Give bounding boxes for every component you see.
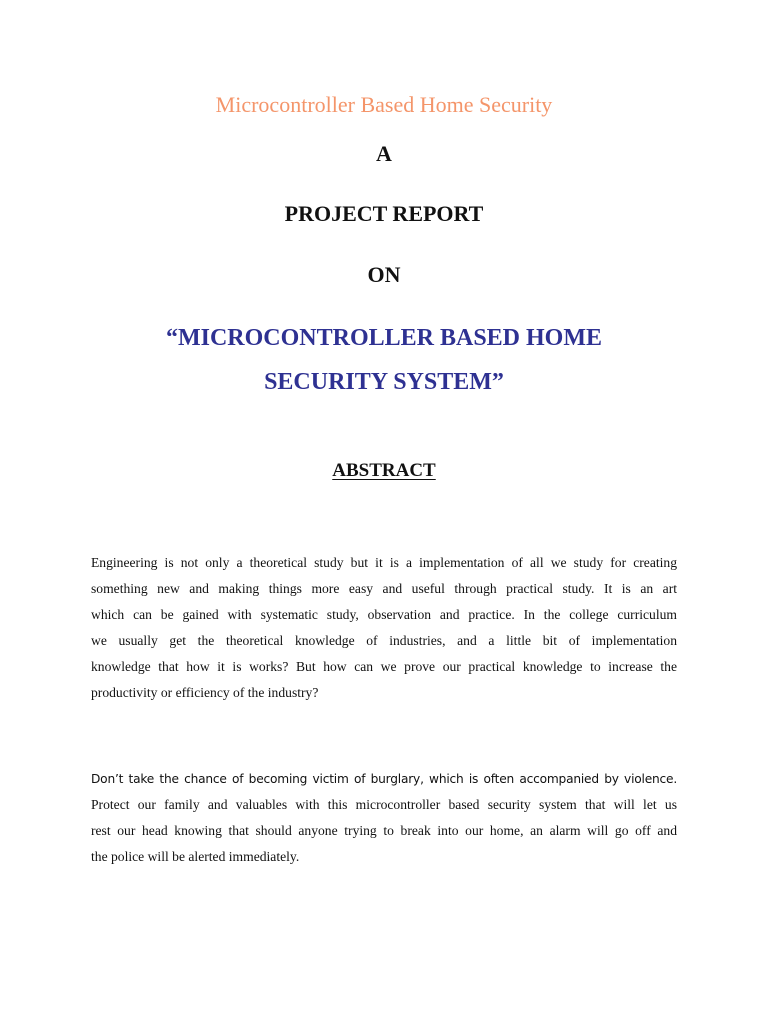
paragraph-line: Engineering is not only a theoretical study but it is a implementation of all we study for creating	[91, 555, 677, 570]
project-name-line-2: SECURITY SYSTEM”	[264, 369, 504, 395]
paragraph-line: Don’t take the chance of becoming victim of burglary, which is often accompanied by violence.	[91, 772, 677, 786]
heading-on: ON	[367, 262, 401, 287]
paragraph-line: something new and making things more easy and useful through practical study. It is an art	[91, 581, 677, 596]
paragraph-line: which can be gained with systematic study, observation and practice. In the college curriculum	[91, 607, 677, 622]
paragraph-line: knowledge that how it is works? But how can we prove our practical knowledge to increase the	[91, 659, 677, 674]
project-name-line-1: “MICROCONTROLLER BASED HOME	[165, 325, 603, 351]
paragraph-line: productivity or efficiency of the industry?	[91, 685, 319, 700]
paragraph-line: Protect our family and valuables with this microcontroller based security system that will let us	[91, 797, 677, 812]
project-name	[0, 316, 768, 404]
abstract-paragraph-2	[91, 766, 677, 870]
paragraph-line: rest our head knowing that should anyone trying to break into our home, an alarm will go off and	[91, 823, 677, 838]
heading-project-report: PROJECT REPORT	[284, 201, 484, 226]
paragraph-line: the police will be alerted immediately.	[91, 849, 300, 864]
heading-a: A	[376, 141, 392, 166]
paragraph-line: we usually get the theoretical knowledge of industries, and a little bit of implementation	[91, 633, 677, 648]
document-title: Microcontroller Based Home Security	[215, 92, 553, 117]
abstract-heading: ABSTRACT	[332, 460, 436, 481]
abstract-paragraph-1	[91, 550, 677, 706]
